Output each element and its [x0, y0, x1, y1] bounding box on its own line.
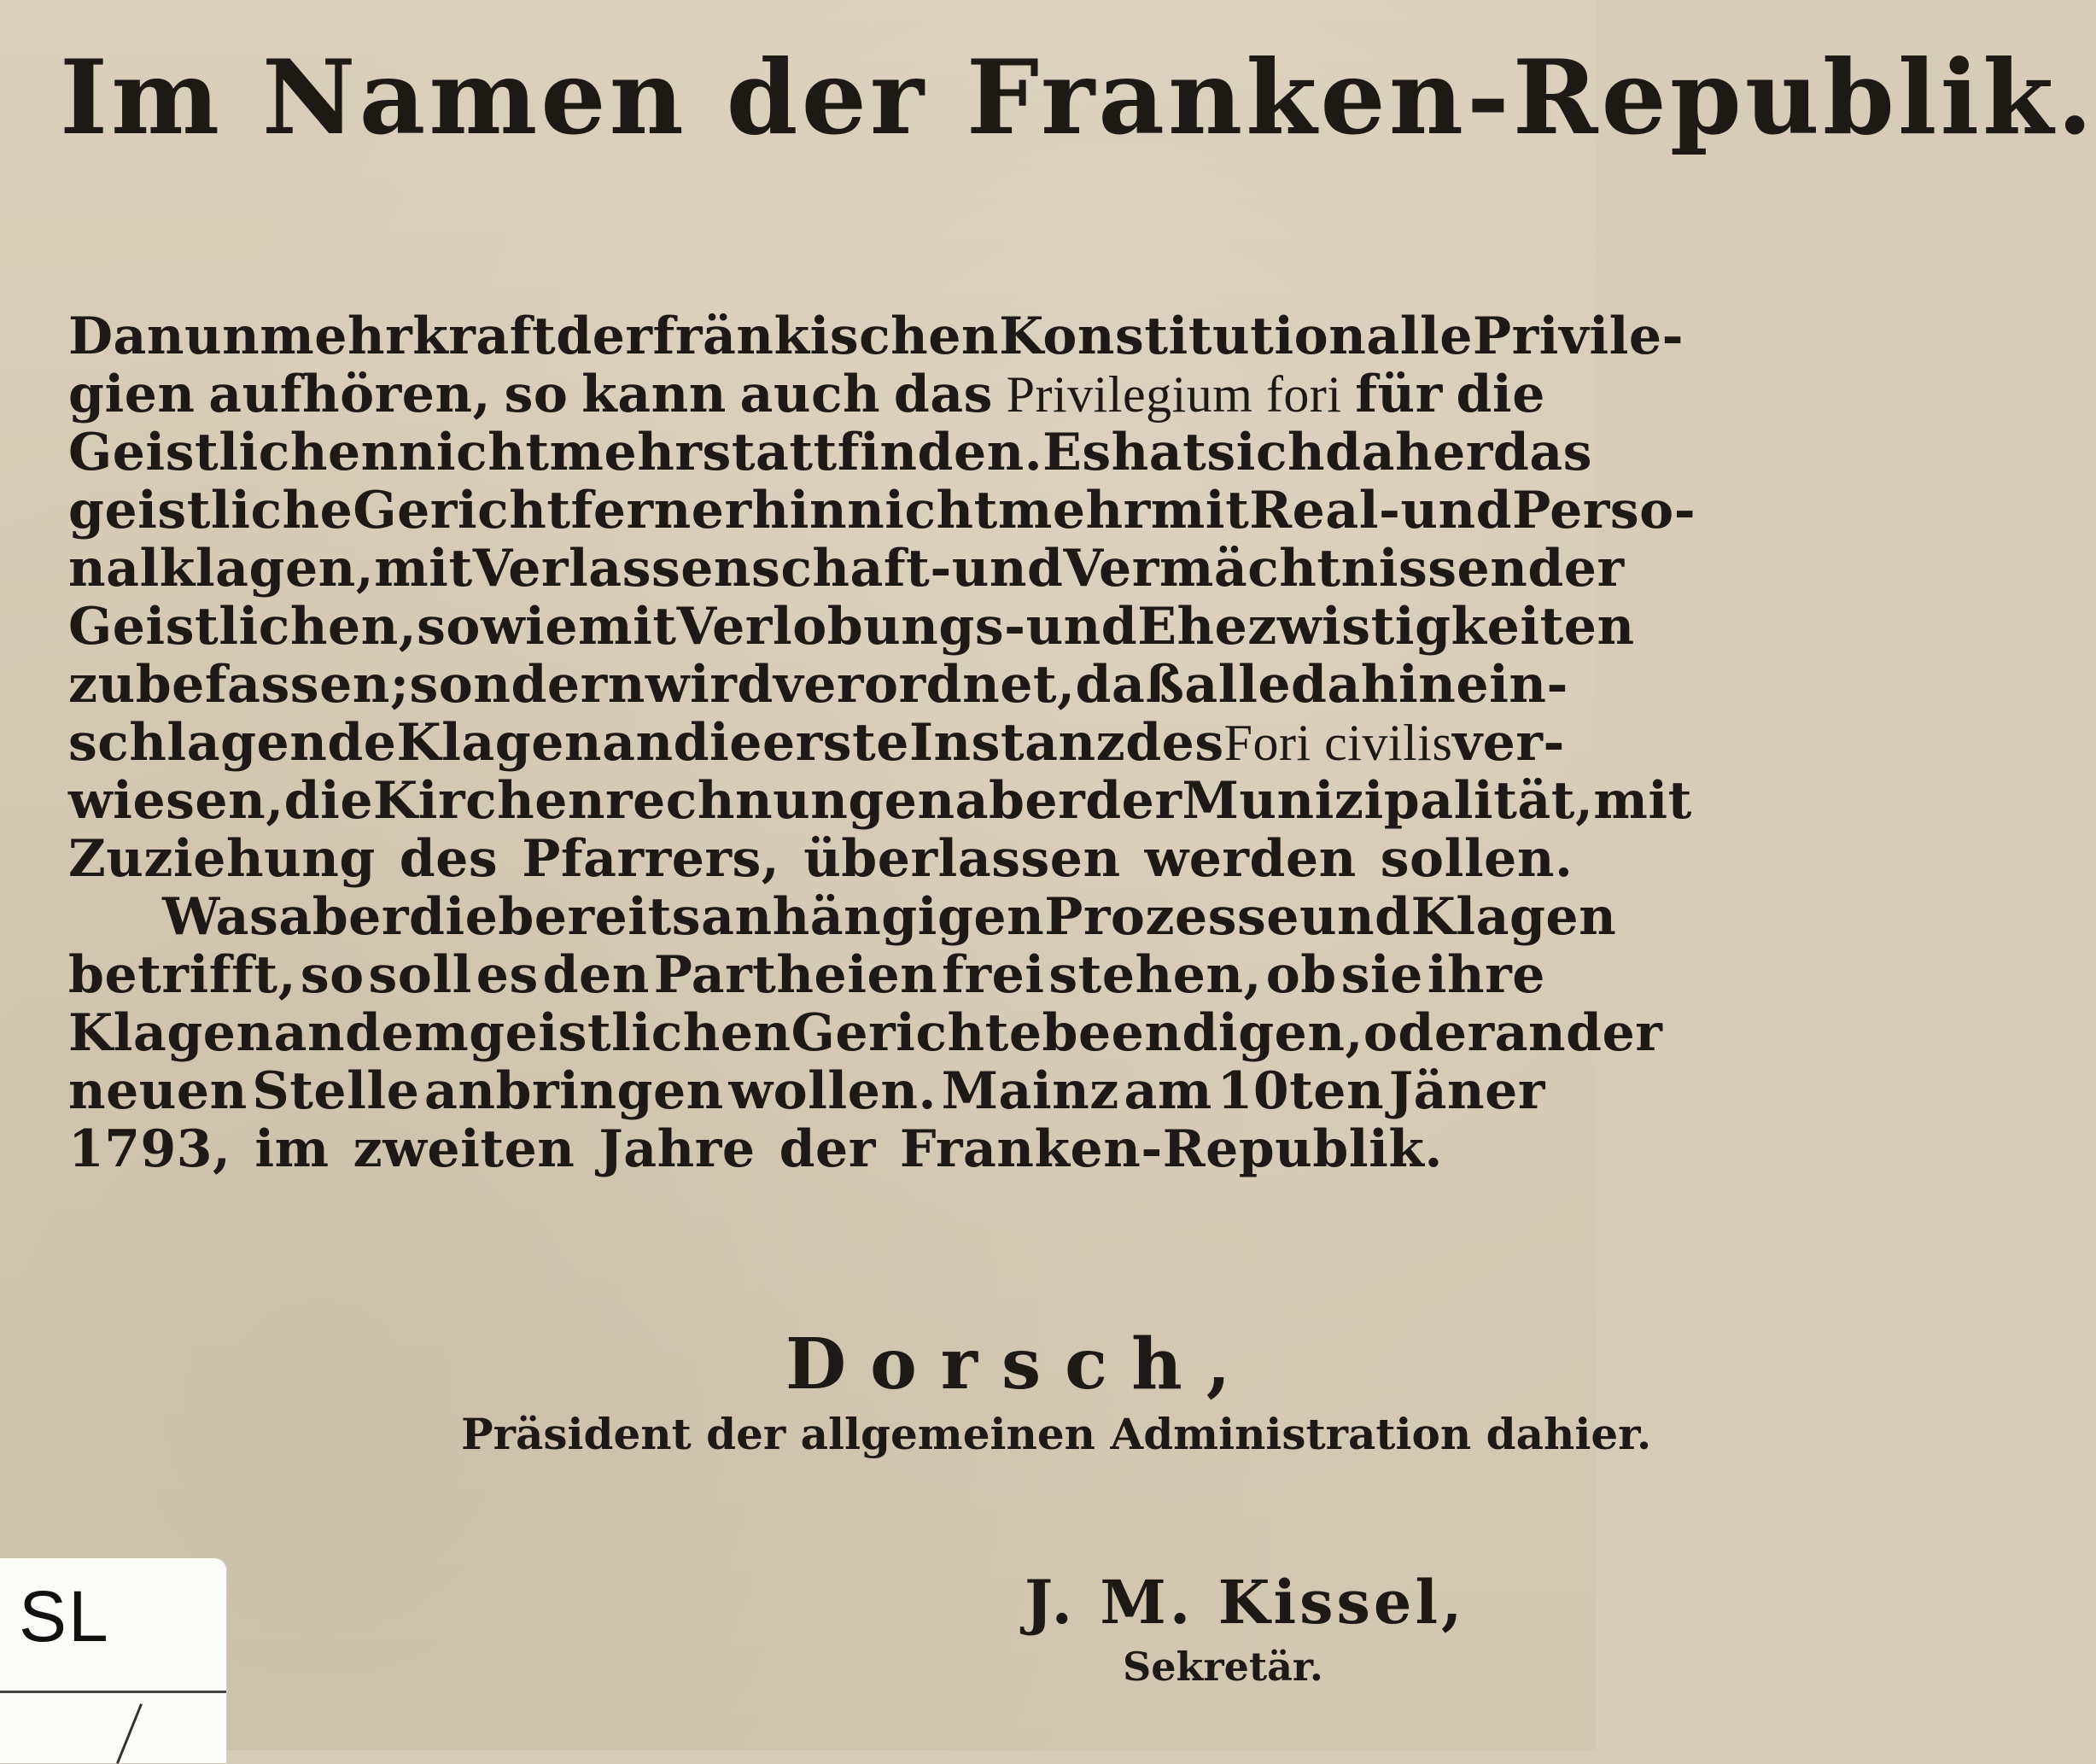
label-divider — [0, 1691, 226, 1693]
decree-word: nunmehr — [146, 307, 413, 366]
decree-word: ein- — [1456, 655, 1568, 715]
decree-word: Verlassenschaft- — [472, 539, 952, 599]
decree-word: mit — [1593, 771, 1692, 831]
decree-word: die — [283, 771, 374, 831]
decree-word: Konstitution — [999, 307, 1367, 366]
decree-word: statt — [702, 423, 838, 482]
decree-word: wird — [645, 655, 774, 715]
decree-word: mehr — [549, 423, 703, 482]
decree-word: an — [602, 713, 674, 773]
decree-word: nicht — [398, 423, 550, 482]
decree-word: Kirchenrechnungen — [373, 771, 955, 831]
decree-word: ob — [1265, 945, 1337, 1005]
decree-word: Klagen — [68, 1003, 274, 1063]
decree-word: daß — [1075, 655, 1185, 715]
decree-word: der — [1566, 1003, 1663, 1063]
decree-word: nicht — [847, 481, 998, 540]
decree-word: und — [1025, 597, 1138, 657]
decree-word: 1793, — [68, 1119, 231, 1179]
decree-word: nalklagen, — [68, 539, 375, 599]
decree-word: Munizipalität, — [1182, 771, 1594, 831]
decree-line — [68, 1062, 1545, 1120]
signatory-name: Dorsch, — [785, 1323, 1255, 1405]
decree-word: mit — [578, 597, 677, 657]
decree-word: Privile- — [1472, 307, 1684, 366]
decree-line — [68, 946, 1545, 1004]
decree-word: die — [673, 713, 762, 773]
decree-word: überlassen — [803, 829, 1121, 889]
decree-line — [68, 423, 1592, 482]
decree-word: und — [1400, 481, 1513, 540]
decree-word: und — [1299, 887, 1411, 947]
decree-word: Was — [162, 887, 279, 947]
decree-word: gien — [68, 365, 196, 424]
decree-line — [68, 597, 1635, 657]
decree-word: alle — [1366, 307, 1473, 366]
decree-line — [68, 771, 1692, 831]
decree-word: am — [1124, 1061, 1212, 1121]
decree-word: Perso- — [1512, 481, 1696, 540]
decree-word: schlagende — [68, 713, 397, 773]
decree-word: Jahre — [598, 1119, 756, 1179]
decree-word: sollen. — [1380, 829, 1573, 889]
decree-word: des — [1125, 713, 1224, 773]
decree-word: Es — [1042, 423, 1112, 482]
secretary-name: J. M. Kissel, — [1025, 1567, 1466, 1638]
decree-word: dahin — [1291, 655, 1457, 715]
decree-word: Mainz — [941, 1061, 1119, 1121]
decree-word: Franken-Republik. — [899, 1119, 1443, 1179]
decree-word: es — [476, 945, 539, 1005]
decree-word: Da — [68, 307, 147, 366]
decree-word: geistlichen — [469, 1003, 791, 1063]
decree-line — [68, 539, 1625, 599]
decree-word: der — [779, 1119, 876, 1179]
decree-word: neuen — [68, 1061, 248, 1121]
decree-line — [68, 1120, 1545, 1178]
decree-word: Klagen — [1410, 887, 1617, 947]
decree-line — [68, 307, 1684, 366]
decree-word: mit — [1150, 481, 1250, 540]
decree-word: fernerhin — [570, 481, 848, 540]
decree-word: so — [417, 597, 481, 657]
decree-word: Real- — [1249, 481, 1401, 540]
decree-word: auch — [739, 365, 881, 424]
decree-word: werden — [1144, 829, 1357, 889]
decree-word: Jäner — [1388, 1061, 1545, 1121]
decree-line — [68, 365, 1545, 423]
decree-word: das — [1492, 423, 1592, 482]
decree-word: Klagen — [396, 713, 603, 773]
decree-word: erste — [762, 713, 909, 773]
signatory-title: Präsident der allgemeinen Administration dahier. — [461, 1409, 1652, 1459]
secretary-title: Sekretär. — [1123, 1644, 1323, 1690]
decree-word: die — [1456, 365, 1545, 424]
decree-word: des — [399, 829, 499, 889]
decree-line — [68, 655, 1568, 715]
decree-word: der — [1527, 539, 1625, 599]
decree-word: Fori civilis — [1223, 715, 1453, 771]
decree-word: Pfarrers, — [522, 829, 780, 889]
decree-word: Partheien — [653, 945, 938, 1005]
decree-word: zu — [68, 655, 136, 715]
decree-line — [68, 713, 1565, 773]
decree-word: so — [300, 945, 365, 1005]
decree-word: der — [1085, 771, 1182, 831]
decree-word: Geistlichen — [68, 423, 399, 482]
decree-word: anhängigen — [701, 887, 1045, 947]
decree-word: Geistlichen, — [68, 597, 417, 657]
decree-word: aufhören, — [208, 365, 491, 424]
decree-word: sie — [1340, 945, 1423, 1005]
decree-word: hat — [1111, 423, 1207, 482]
decree-word: das — [893, 365, 993, 424]
decree-word: kann — [581, 365, 727, 424]
decree-word: soll — [368, 945, 472, 1005]
decree-word: stehen, — [1048, 945, 1262, 1005]
decree-word: den — [542, 945, 650, 1005]
decree-line — [68, 829, 1573, 889]
decree-word: geistliche — [68, 481, 353, 540]
decree-word: beendigen, — [1042, 1003, 1363, 1063]
decree-word: verordnet, — [773, 655, 1076, 715]
decree-word: ver- — [1452, 713, 1565, 773]
decree-line — [68, 481, 1696, 540]
decree-word: alle — [1184, 655, 1292, 715]
decree-word: Stelle — [252, 1061, 420, 1121]
decree-word: mehr — [997, 481, 1151, 540]
decree-word: oder — [1363, 1003, 1495, 1063]
shelf-label-text: SL — [19, 1576, 110, 1656]
decree-word: kraft — [412, 307, 557, 366]
decree-word: ihre — [1427, 945, 1545, 1005]
decree-word: aber — [955, 771, 1086, 831]
decree-word: finden. — [837, 423, 1043, 482]
decree-word: die — [408, 887, 499, 947]
decree-word: Verlobungs- — [676, 597, 1026, 657]
decree-word: daher — [1325, 423, 1493, 482]
label-slash-mark — [116, 1703, 143, 1764]
decree-word: und — [951, 539, 1064, 599]
decree-word: 10ten — [1217, 1061, 1385, 1121]
decree-word: wollen. — [728, 1061, 937, 1121]
decree-body — [68, 307, 1696, 1179]
decree-word: frei — [942, 945, 1045, 1005]
decree-word: an — [273, 1003, 346, 1063]
decree-word: zweiten — [353, 1119, 575, 1179]
decree-word: bereits — [498, 887, 702, 947]
decree-word: Instanz — [908, 713, 1126, 773]
decree-word: Vermächtnissen — [1063, 539, 1528, 599]
decree-word: im — [254, 1119, 330, 1179]
decree-word: Gericht — [353, 481, 571, 540]
decree-word: wie — [480, 597, 579, 657]
decree-word: sich — [1206, 423, 1326, 482]
shelf-label-card — [0, 1558, 226, 1763]
decree-word: befassen; — [135, 655, 410, 715]
decree-line — [68, 1003, 1663, 1063]
decree-word: so — [504, 365, 569, 424]
decree-word: aber — [278, 887, 409, 947]
decree-word: anbringen — [424, 1061, 724, 1121]
decree-word: Zuziehung — [68, 829, 376, 889]
decree-word: dem — [345, 1003, 470, 1063]
decree-word: Prozesse — [1044, 887, 1299, 947]
decree-word: betrifft, — [68, 945, 296, 1005]
decree-word: für — [1355, 365, 1443, 424]
decree-word: an — [1494, 1003, 1567, 1063]
decree-word: wiesen, — [68, 771, 284, 831]
decree-word: Ehezwistigkeiten — [1137, 597, 1635, 657]
decree-word: mit — [374, 539, 473, 599]
decree-word: Privilegium fori — [1006, 366, 1342, 423]
decree-line — [68, 887, 1617, 947]
decree-word: fränkischen — [652, 307, 1000, 366]
decree-word: Gerichte — [791, 1003, 1042, 1063]
decree-word: sondern — [409, 655, 645, 715]
page-title: Im Namen der Franken-Republik. — [60, 38, 2096, 158]
decree-word: der — [556, 307, 653, 366]
